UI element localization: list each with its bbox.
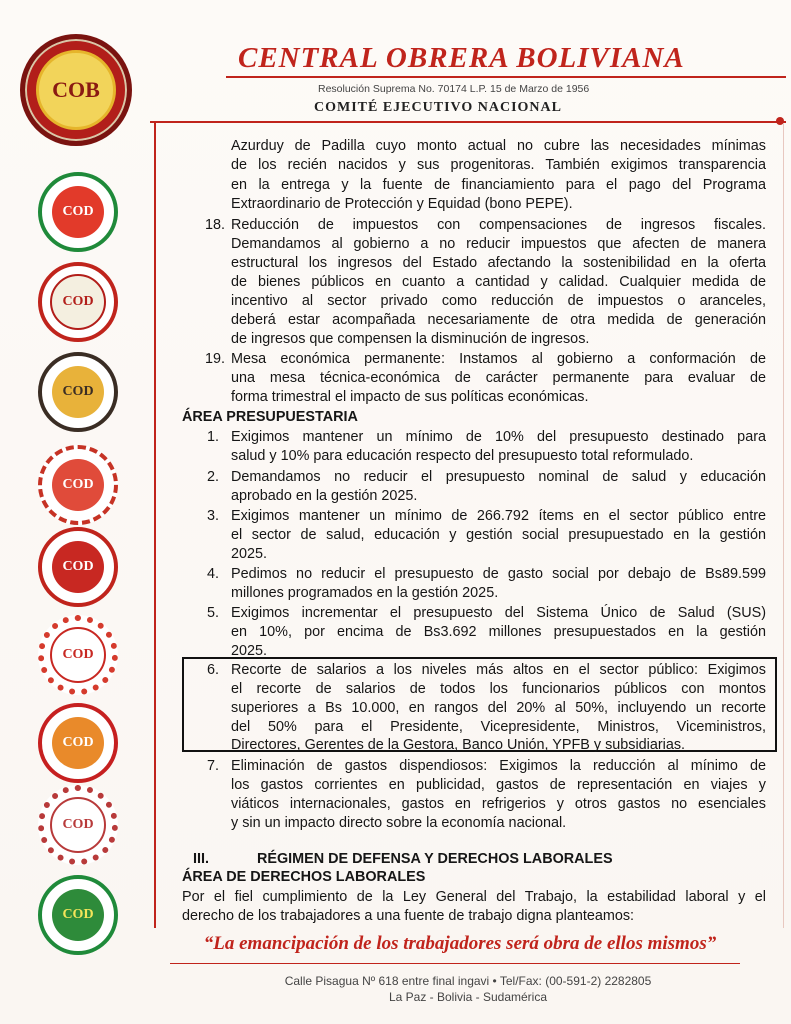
item-line: aprobado en la gestión 2025.	[231, 488, 418, 504]
paragraph-line: Por el fiel cumplimiento de la Ley General del Trabajo, la estabilidad laboral y el	[182, 889, 766, 905]
section-heading: ÁREA PRESUPUESTARIA	[182, 409, 358, 425]
cod-seal-2-text: COD	[50, 274, 106, 330]
section-roman-numeral: III.	[193, 851, 209, 867]
cod-seal-9-text: COD	[52, 889, 104, 941]
item-line: Exigimos incrementar el presupuesto del Sistema Único de Salud (SUS)	[231, 605, 766, 621]
cod-seal-7	[38, 703, 118, 783]
item-line: 2025.	[231, 546, 268, 562]
item-line: el recorte de salarios de todos los funcionarios públicos con montos	[231, 681, 766, 697]
item-number: 6.	[207, 662, 220, 678]
cod-seal-4	[38, 445, 118, 525]
item-line: estructural los ingresos del Estado afectando la sostenibilidad en la oferta	[231, 255, 766, 271]
item-number: 19.	[205, 351, 226, 367]
item-number: 4.	[207, 566, 220, 582]
right-frame-bar	[783, 123, 784, 928]
section-title: RÉGIMEN DE DEFENSA Y DERECHOS LABORALES	[257, 851, 613, 867]
cod-seal-1-text: COD	[52, 186, 104, 238]
item-number: 5.	[207, 605, 220, 621]
item-line: Mesa económica permanente: Instamos al gobierno a conformación de	[231, 351, 766, 367]
item-line: deberá estar acompañada necesariamente de otra medida de generación	[231, 312, 766, 328]
intro-line: Extraordinario de Protección y Equidad (bono PEPE).	[231, 196, 573, 212]
item-line: en 10%, por encima de Bs3.692 millones presupuestados en la gestión	[231, 624, 766, 640]
section-subheading: ÁREA DE DERECHOS LABORALES	[182, 869, 426, 885]
item-number: 18.	[205, 217, 226, 233]
cod-seal-1	[38, 172, 118, 252]
item-line: Pedimos no reducir el presupuesto de gasto social por debajo de Bs89.599	[231, 566, 766, 582]
cod-seal-9	[38, 875, 118, 955]
item-line: superiores a Bs 10.000, en rangos del 20% al 50%, incluyendo un recorte	[231, 700, 766, 716]
letterhead-committee: COMITÉ EJECUTIVO NACIONAL	[314, 100, 562, 115]
item-line: Exigimos mantener un mínimo de 266.792 ítems en el sector público entre	[231, 508, 766, 524]
cod-seal-6	[38, 615, 118, 695]
item-line: Directores, Gerentes de la Gestora, Banco Unión, YPFB y subsidiarias.	[231, 737, 686, 753]
intro-line: en la entrega y la fuente de financiamiento para el pago del Programa	[231, 177, 766, 193]
footer-motto: “La emancipación de los trabajadores será obra de ellos mismos”	[203, 933, 717, 954]
item-line: viáticos internacionales, gastos en refrigerios y otros gastos no esenciales	[231, 796, 766, 812]
footer-address: Calle Pisagua Nº 618 entre final ingavi • Tel/Fax: (00-591-2) 2282805	[284, 974, 652, 988]
cob-seal-text: COB	[36, 50, 116, 130]
footer-city: La Paz - Bolivia - Sudamérica	[388, 990, 548, 1004]
item-line: los gastos corrientes en publicidad, gastos de representación en viajes y	[231, 777, 766, 793]
item-number: 3.	[207, 508, 220, 524]
cod-seal-5	[38, 527, 118, 607]
letterhead-title: CENTRAL OBRERA BOLIVIANA	[238, 42, 685, 74]
item-line: incentivo al sector privado como reducción de impuestos o aranceles,	[231, 293, 766, 309]
item-number: 1.	[207, 429, 220, 445]
item-line: del 50% para el Presidente, Vicepresidente, Ministros, Viceministros,	[231, 719, 766, 735]
item-line: una mesa técnica-económica de carácter permanente para evaluar de	[231, 370, 766, 386]
cod-seal-2	[38, 262, 118, 342]
cod-seal-8-text: COD	[50, 797, 106, 853]
item-line: Eliminación de gastos dispendiosos: Exigimos la reducción al mínimo de	[231, 758, 766, 774]
cod-seal-7-text: COD	[52, 717, 104, 769]
item-line: de ingresos que compensen la disminución de ingresos.	[231, 331, 590, 347]
item-line: de bienes públicos en cuanto a cantidad y calidad. Cualquier medida de	[231, 274, 766, 290]
intro-line: de los recién nacidos y sus progenitoras. También exigimos transparencia	[231, 157, 766, 173]
left-frame-bar	[154, 123, 156, 928]
footer-rule	[170, 963, 740, 964]
item-line: el sector de salud, educación y gestión social presupuestado en la gestión	[231, 527, 766, 543]
cod-seal-3	[38, 352, 118, 432]
letterhead-rule	[226, 76, 786, 78]
letterhead-resolution: Resolución Suprema No. 70174 L.P. 15 de Marzo de 1956	[318, 83, 590, 95]
item-line: Demandamos al gobierno a no reducir impuestos que afecten de manera	[231, 236, 766, 252]
item-line: forma trimestral el impacto de sus políticas económicas.	[231, 389, 589, 405]
item-line: salud y 10% para educación respecto del presupuesto total reformulado.	[231, 448, 694, 464]
cob-seal-logo	[20, 34, 132, 146]
intro-line: Azurduy de Padilla cuyo monto actual no cubre las necesidades mínimas	[231, 138, 766, 154]
cod-seal-5-text: COD	[52, 541, 104, 593]
item-line: Exigimos mantener un mínimo de 10% del presupuesto destinado para	[231, 429, 766, 445]
paragraph-line: derecho de los trabajadores a una fuente de trabajo digna planteamos:	[182, 908, 635, 924]
item-number: 2.	[207, 469, 220, 485]
item-line: millones programados en la gestión 2025.	[231, 585, 499, 601]
cod-seal-6-text: COD	[50, 627, 106, 683]
item-line: Reducción de impuestos con compensaciones de ingresos fiscales.	[231, 217, 766, 233]
cod-seal-4-text: COD	[52, 459, 104, 511]
cod-seal-8	[38, 785, 118, 865]
item-line: 2025.	[231, 643, 268, 659]
item-number: 7.	[207, 758, 220, 774]
item-line: y sin un impacto directo sobre la economía nacional.	[231, 815, 567, 831]
header-frame-bar	[150, 121, 786, 123]
item-line: Recorte de salarios a los niveles más altos en el sector público: Exigimos	[231, 662, 766, 678]
item-line: Demandamos no reducir el presupuesto nominal de salud y educación	[231, 469, 766, 485]
cod-seal-3-text: COD	[52, 366, 104, 418]
